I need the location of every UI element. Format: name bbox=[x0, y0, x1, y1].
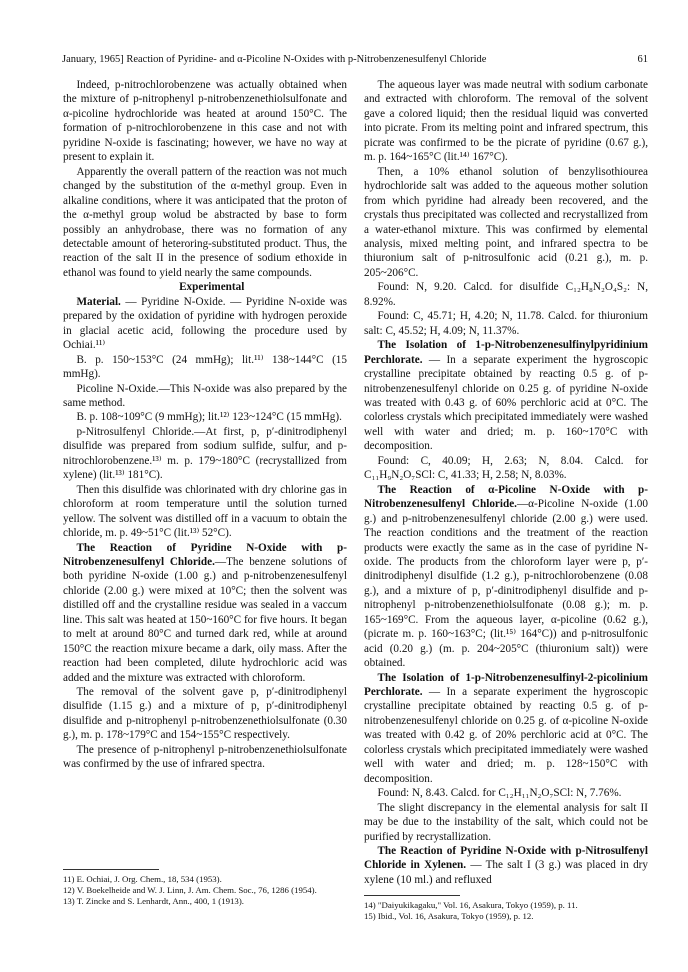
paragraph: The Reaction of Pyridine N-Oxide with p-Nitrobenzenesulfenyl Chloride.—The benzene solutions of both pyridine N-oxide (1.00 g.) and p-nitrobenzenesulfenyl chloride (2.00 g.) were mixed at 10°C; then the solvent was distilled off and the crystalline residue was sealed in a vaccum line. This salt was heated at 150~160°C for five hours. It began to melt at around 80°C and turned dark red, while at around 150°C the reaction mixure became a dark, oily mass. After the reaction had been completed, dilute hydrochloric acid was added and the mixture was extracted with chloroform. bbox=[63, 541, 347, 684]
paragraph: B. p. 108~109°C (9 mmHg); lit.¹²⁾ 123~124°C (15 mmHg). bbox=[76, 411, 342, 424]
paragraph: The Reaction of α-Picoline N-Oxide with p-Nitrobenzenesulfenyl Chloride.—α-Picoline N-oxide (1.00 g.) and p-nitrobenzenesulfenyl chloride (2.00 g.) were used. The reaction conditions and the treatment of the reaction products were exactly the same as in the case of pyridine N-oxide. The products from the chloroform layer were p, p′-dinitrodiphenyl disulfide (1.2 g.), p-nitrochlorobenzene (0.08 g.), and a mixture of p, p′-dinitrodiphenyl disulfide and p-nitrophenyl p-nitrobenzenethiolsulfonate (0.08 g.); m. p. 165~169°C. From the aqueous layer, α-picoline (0.62 g.), (picrate m. p. 160~163°C; (lit.¹⁵⁾ 164°C)) and p-nitrosulfonic acid (0.20 g.) (m. p. 204~205°C (thiuronium salt)) were obtained. bbox=[364, 483, 648, 670]
run-in-heading: The Isolation of 1-p-Nitrobenzenesulfinylpyridinium Perchlorate. bbox=[364, 339, 648, 366]
run-in-heading: The Reaction of α-Picoline N-Oxide with p-Nitrobenzenesulfenyl Chloride. bbox=[364, 483, 648, 511]
paragraph: Found: N, 8.43. Calcd. for C₁₂H₁₁N₂O₇SCl: N, 7.76%. bbox=[377, 787, 622, 800]
paragraph: The Isolation of 1-p-Nitrobenzenesulfinyl-2-picolinium Perchlorate. — In a separate experiment the hygroscopic crystalline precipitate obtained by reacting 0.5 g. of p-nitrobenzenesulfenyl chloride on 0.25 g. of α-picoline N-oxide was treated with 0.42 g. of 20% perchloric acid at 0°C. The colorless crystals which precipitated immediately were washed well with water and dried; m. p. 128~150°C with decomposition. bbox=[364, 671, 648, 785]
paragraph: p-Nitrosulfenyl Chloride.—At first, p, p′-dinitrodiphenyl disulfide was prepared from sodium sulfide, sulfur, and p-nitrochlorobenzene.¹³⁾ m. p. 179~180°C (recrystallized from xylene) (lit.¹³⁾ 181°C). bbox=[63, 425, 347, 482]
right-column bbox=[364, 78, 648, 887]
paragraph: Material. — Pyridine N-Oxide. — Pyridine N-oxide was prepared by the oxidation of pyridine with hydrogen peroxide in glacial acetic acid, following the procedure used by Ochiai.¹¹⁾ bbox=[63, 295, 347, 352]
paragraph: Then, a 10% ethanol solution of benzylisothiourea hydrochloride salt was added to the aqueous mother solution from which pyridine had already been recovered, and the crystals thus precipitated was collected and recrystallized from a water-ethanol mixture. This was confirmed by elemental analysis, mixed melting point, and infrared spectra to be thiuronium salt of p-nitrosulfonic acid (0.21 g.), m. p. 205~206°C. bbox=[364, 165, 648, 279]
section-title: Experimental bbox=[179, 281, 245, 294]
footnote: 14) "Daiyukikagaku," Vol. 16, Asakura, Tokyo (1959), p. 11. bbox=[364, 900, 578, 910]
footnote: 13) T. Zincke and S. Lenhardt, Ann., 400, 1 (1913). bbox=[63, 896, 244, 907]
page-number: 61 bbox=[637, 54, 648, 65]
paragraph: Found: C, 40.09; H, 2.63; N, 8.04. Calcd. for C₁₁H₉N₂O₇SCl: C, 41.33; H, 2.58; N, 8.03%. bbox=[364, 454, 648, 482]
run-in-heading: Material. bbox=[76, 295, 121, 308]
footnotes-right bbox=[364, 900, 648, 922]
paragraph: The removal of the solvent gave p, p′-dinitrodiphenyl disulfide (1.15 g.) and a mixture of p, p′-dinitrodiphenyl disulfide and p-nitrophenyl p-nitrobenzenethiolsulfonate (0.30 g.), m. p. 178~179°C and 154~155°C respectively. bbox=[63, 686, 347, 742]
footnote: 15) Ibid., Vol. 16, Asakura, Tokyo (1959), p. 12. bbox=[364, 911, 534, 922]
paragraph: Found: C, 45.71; H, 4.20; N, 11.78. Calcd. for thiuronium salt: C, 45.52; H, 4.09; N, 11.37%. bbox=[364, 310, 648, 337]
footnote: 11) E. Ochiai, J. Org. Chem., 18, 534 (1953). bbox=[63, 874, 222, 884]
footnote-divider bbox=[63, 869, 159, 870]
paragraph: The Reaction of Pyridine N-Oxide with p-Nitrosulfenyl Chloride in Xylenen. — The salt I (3 g.) was placed in dry xylene (10 ml.) and refluxed bbox=[364, 845, 648, 886]
run-in-heading: The Isolation of 1-p-Nitrobenzenesulfinyl-2-picolinium Perchlorate. bbox=[364, 671, 648, 699]
paragraph: Found: N, 9.20. Calcd. for disulfide C₁₂H₈N₂O₄S₂: N, 8.92%. bbox=[364, 281, 648, 308]
paragraph: Picoline N-Oxide.—This N-oxide was also prepared by the same method. bbox=[63, 382, 347, 409]
paragraph: The slight discrepancy in the elemental analysis for salt II may be due to the instability of the salt, which could not be purified by recrystallization. bbox=[364, 801, 648, 843]
footnotes-left bbox=[63, 874, 347, 908]
paragraph: The presence of p-nitrophenyl p-nitrobenzenethiolsulfonate was confirmed by the use of infrared spectra. bbox=[63, 743, 347, 771]
run-in-heading: The Reaction of Pyridine N-Oxide with p-Nitrobenzenesulfenyl Chloride. bbox=[63, 541, 347, 568]
paragraph: B. p. 150~153°C (24 mmHg); lit.¹¹⁾ 138~144°C (15 mmHg). bbox=[63, 353, 347, 381]
run-in-heading: The Reaction of Pyridine N-Oxide with p-Nitrosulfenyl Chloride in Xylenen. bbox=[364, 845, 648, 872]
paragraph: The Isolation of 1-p-Nitrobenzenesulfinylpyridinium Perchlorate. — In a separate experiment the hygroscopic crystalline precipitate obtained by reacting 0.5 g. of p-nitrobenzenesulfenyl chloride on 0.25 g. of pyridine N-oxide was treated with 0.43 g. of 60% perchloric acid at 0°C. The colorless crystals which precipitated immediately were washed well with water and dried; m. p. 160~170°C with decomposition. bbox=[364, 339, 648, 453]
paragraph: Apparently the overall pattern of the reaction was not much changed by the substitution of the α-methyl group. Even in alkaline conditions, where it was anticipated that the proton of the α-methyl group wolud be abstracted by base to form possibly an anhydrobase, there was no formation of any detectable amount of heteroring-substituted product. Thus, the reaction of the salt II in the presence of sodium ethoxide in ethanol was found to yield nearly the same compounds. bbox=[63, 165, 347, 279]
running-header bbox=[62, 52, 648, 68]
footnote-divider bbox=[364, 895, 460, 896]
footnote: 12) V. Boekelheide and W. J. Linn, J. Am. Chem. Soc., 76, 1286 (1954). bbox=[63, 885, 317, 896]
paragraph: The aqueous layer was made neutral with sodium carbonate and extracted with chloroform. The removal of the solvent gave a colored liquid; then the residual liquid was converted into picrate. From its melting point and infrared spectrum, this picrate was confirmed to be the picrate of pyridine (0.67 g.), m. p. 164~165°C (lit.¹⁴⁾ 167°C). bbox=[364, 79, 648, 164]
running-title: January, 1965] Reaction of Pyridine- and α-Picoline N-Oxides with p-Nitrobenzenesulfenyl Chloride bbox=[62, 54, 487, 65]
paragraph: Then this disulfide was chlorinated with dry chlorine gas in chloroform at room temperature until the solution turned yellow. The solvent was distilled off in a vacuum to obtain the chloride, m. p. 49~51°C (lit.¹³⁾ 52°C). bbox=[63, 483, 347, 540]
paragraph: Indeed, p-nitrochlorobenzene was actually obtained when the mixture of p-nitrophenyl p-nitrobenzenethiolsulfonate and α-picoline hydrochloride was heated at around 150°C. The formation of p-nitrochlorobenzene in this case and not with pyridine N-oxide is fascinating; however, we have no way at present to explain it. bbox=[63, 79, 347, 164]
left-column bbox=[63, 78, 347, 772]
